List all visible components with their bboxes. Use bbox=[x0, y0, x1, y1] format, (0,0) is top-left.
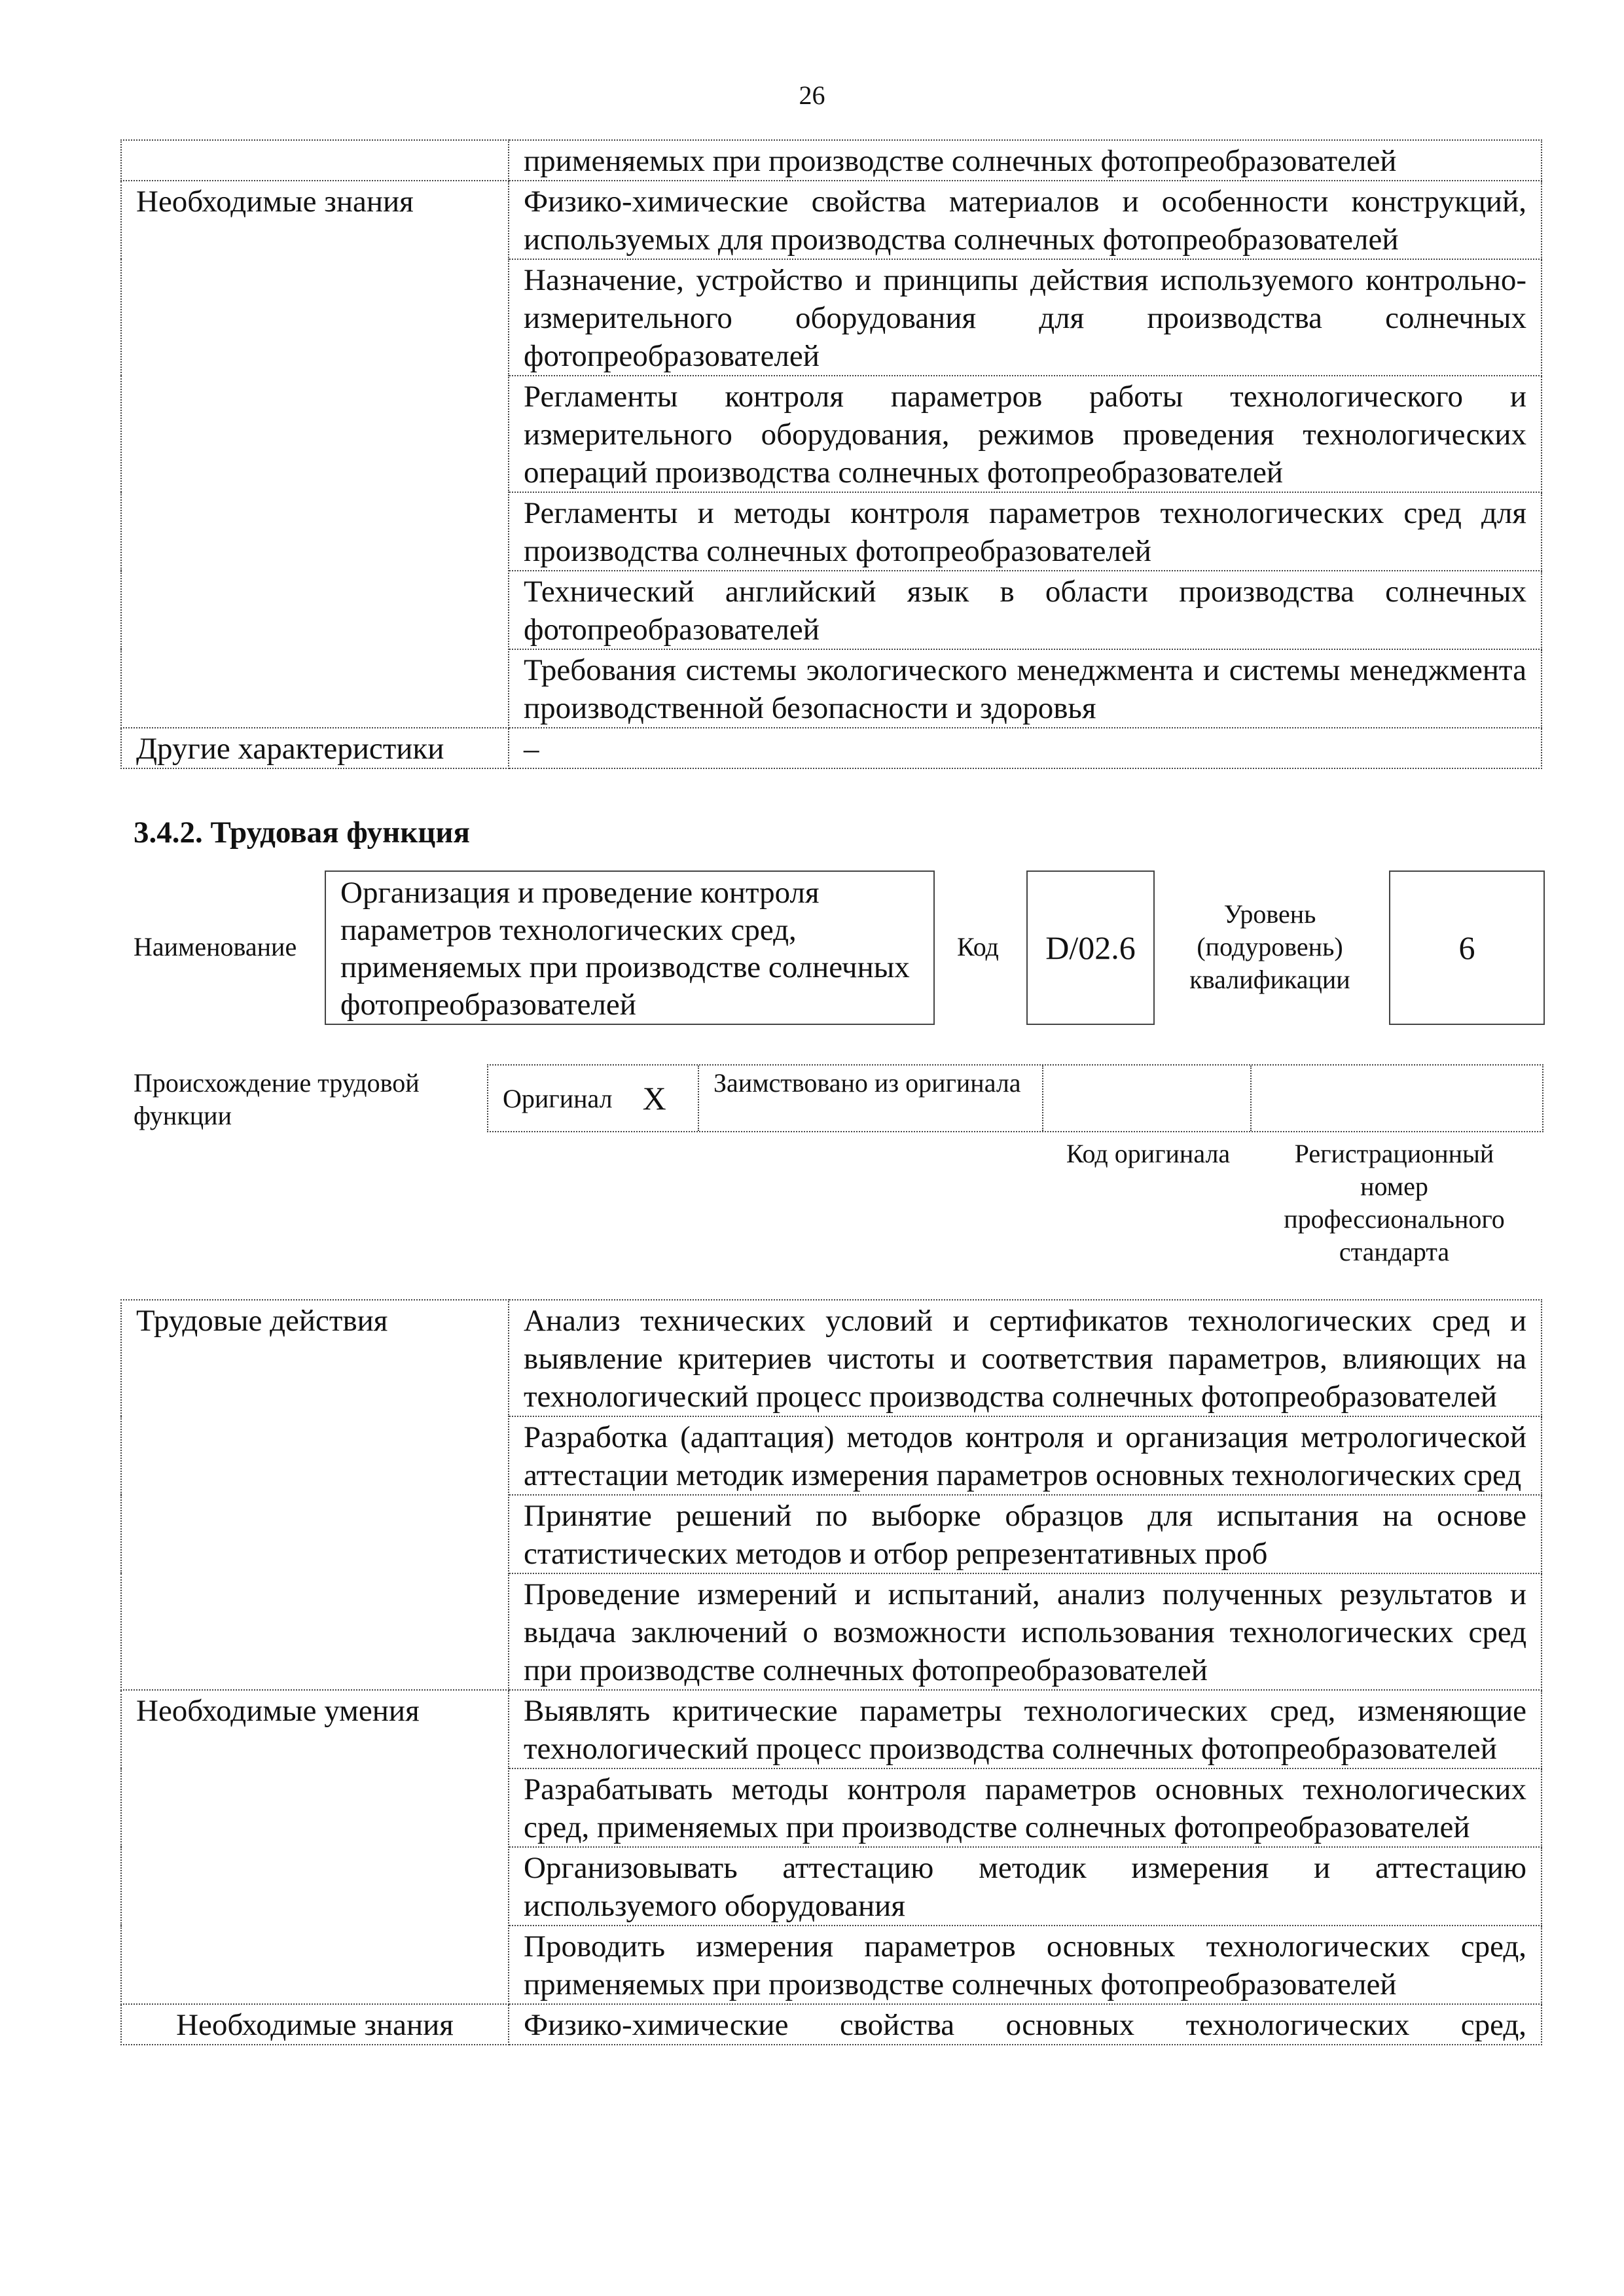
row-label: Необходимые знания bbox=[121, 181, 509, 728]
row-label bbox=[121, 140, 509, 181]
original-mark: X bbox=[642, 1080, 666, 1117]
reg-number-caption: Регистрационный номер профессионального стандарта bbox=[1284, 1139, 1505, 1266]
row-value: Разрабатывать методы контроля параметров основных технологических сред, применяемых при производстве солнечных фотопреобразователей bbox=[509, 1768, 1542, 1847]
row-value: Организовывать аттестацию методик измерения и аттестацию используемого оборудования bbox=[509, 1847, 1542, 1926]
table-row bbox=[121, 1690, 1542, 1768]
table-row bbox=[121, 181, 1542, 259]
origin-label: Происхождение трудовой функции bbox=[134, 1068, 420, 1130]
row-label: Другие характеристики bbox=[121, 728, 509, 768]
row-value: применяемых при производстве солнечных фотопреобразователей bbox=[509, 140, 1542, 181]
row-label: Трудовые действия bbox=[121, 1300, 509, 1690]
borrowed-cell: Заимствовано из оригинала bbox=[699, 1066, 1043, 1131]
row-value: Проводить измерения параметров основных технологических сред, применяемых при производстве солнечных фотопреобразователей bbox=[509, 1926, 1542, 2004]
row-value: Проведение измерений и испытаний, анализ полученных результатов и выдача заключений о возможности использования технологических сред при производстве солнечных фотопреобразователей bbox=[509, 1573, 1542, 1690]
level-label: Уровень (подуровень) квалификации bbox=[1189, 899, 1350, 994]
origin-row bbox=[487, 1064, 1543, 1132]
table-row bbox=[121, 2004, 1542, 2045]
row-value: Назначение, устройство и принципы действия используемого контрольно-измерительного оборудования для производства солнечных фотопреобразователей bbox=[509, 259, 1542, 376]
original-cell bbox=[488, 1066, 699, 1131]
row-value: Разработка (адаптация) методов контроля и организация метрологической аттестации методик измерения параметров основных технологических сред bbox=[509, 1416, 1542, 1495]
page-number: 26 bbox=[799, 81, 825, 110]
function-code-box bbox=[1026, 870, 1155, 1025]
row-value: Физико-химические свойства основных технологических сред, bbox=[509, 2004, 1542, 2045]
table-row bbox=[121, 728, 1542, 768]
level-box bbox=[1389, 870, 1545, 1025]
row-label: Необходимые умения bbox=[121, 1690, 509, 2004]
code-label: Код bbox=[957, 932, 999, 961]
original-label: Оригинал bbox=[503, 1083, 613, 1113]
row-label: Необходимые знания bbox=[121, 2004, 509, 2045]
original-code-caption: Код оригинала bbox=[1066, 1139, 1231, 1168]
row-value: – bbox=[509, 728, 1542, 768]
row-value: Технический английский язык в области производства солнечных фотопреобразователей bbox=[509, 571, 1542, 649]
function-code-value: D/02.6 bbox=[1045, 929, 1136, 966]
row-value: Принятие решений по выборке образцов для испытания на основе статистических методов и отбор репрезентативных проб bbox=[509, 1495, 1542, 1573]
section-heading: 3.4.2. Трудовая функция bbox=[134, 816, 470, 850]
knowledge-table-continued bbox=[120, 139, 1542, 769]
reg-number-cell bbox=[1252, 1066, 1542, 1131]
row-value: Анализ технических условий и сертификатов технологических сред и выявление критериев чистоты и соответствия параметров, влияющих на технологический процесс производства солнечных фотопреобразователей bbox=[509, 1300, 1542, 1416]
row-value: Выявлять критические параметры технологических сред, изменяющие технологический процесс производства солнечных фотопреобразователей bbox=[509, 1690, 1542, 1768]
row-value: Регламенты контроля параметров работы технологического и измерительного оборудования, режимов проведения технологических операций производства солнечных фотопреобразователей bbox=[509, 376, 1542, 492]
level-value: 6 bbox=[1458, 929, 1475, 966]
row-value: Регламенты и методы контроля параметров технологических сред для производства солнечных фотопреобразователей bbox=[509, 492, 1542, 571]
original-code-cell bbox=[1043, 1066, 1252, 1131]
row-value: Физико-химические свойства материалов и особенности конструкций, используемых для производства солнечных фотопреобразователей bbox=[509, 181, 1542, 259]
row-value: Требования системы экологического менеджмента и системы менеджмента производственной безопасности и здоровья bbox=[509, 649, 1542, 728]
table-row bbox=[121, 140, 1542, 181]
function-details-table bbox=[120, 1299, 1542, 2045]
function-name-box: Организация и проведение контроля параметров технологических сред, применяемых при производстве солнечных фотопреобразователей bbox=[325, 870, 935, 1025]
name-label: Наименование bbox=[134, 932, 297, 961]
table-row bbox=[121, 1300, 1542, 1416]
